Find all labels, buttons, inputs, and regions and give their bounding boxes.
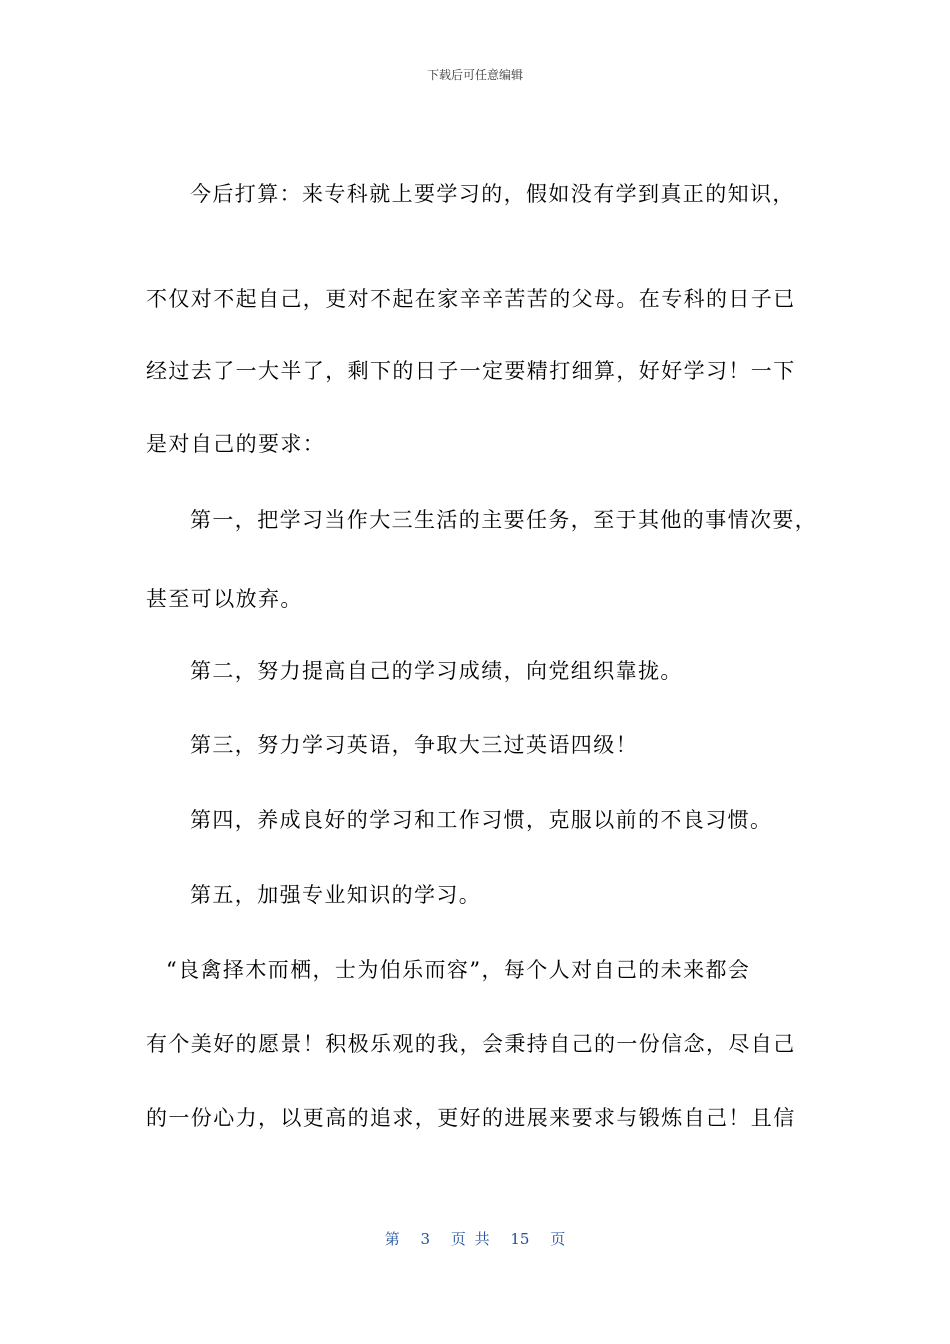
footer-label-prefix: 第 — [384, 1230, 400, 1248]
paragraph-line: 第五，加强专业知识的学习。 — [190, 883, 482, 907]
paragraph-line: 今后打算：来专科就上要学习的，假如没有学到真正的知识， — [190, 182, 795, 206]
paragraph-line: 第一，把学习当作大三生活的主要任务，至于其他的事情次要， — [190, 508, 818, 532]
paragraph-line: 经过去了一大半了，剩下的日子一定要精打细算，好好学习！一下 — [146, 359, 796, 383]
paragraph-line: 第四，养成良好的学习和工作习惯，克服以前的不良习惯。 — [190, 808, 773, 832]
paragraph-line: 的一份心力，以更高的追求，更好的进展来要求与锻炼自己！且信 — [146, 1106, 796, 1130]
paragraph-line: 甚至可以放弃。 — [146, 587, 303, 611]
paragraph-line: “良禽择木而栖，士为伯乐而容”，每个人对自己的未来都会 — [166, 958, 751, 982]
paragraph-line: 是对自己的要求： — [146, 432, 326, 456]
paragraph-line: 第二，努力提高自己的学习成绩，向党组织靠拢。 — [190, 659, 683, 683]
page-header: 下载后可任意编辑 — [426, 68, 523, 82]
paragraph-line: 不仅对不起自己，更对不起在家辛辛苦苦的父母。在专科的日子已 — [146, 287, 796, 311]
footer-label-middle: 页 共 — [450, 1230, 490, 1248]
total-pages-number: 15 — [510, 1230, 530, 1248]
page-footer — [0, 1228, 950, 1249]
footer-label-suffix: 页 — [550, 1230, 566, 1248]
paragraph-line: 第三，努力学习英语，争取大三过英语四级！ — [190, 733, 638, 757]
paragraph-line: 有个美好的愿景！积极乐观的我，会秉持自己的一份信念，尽自己 — [146, 1032, 796, 1056]
current-page-number: 3 — [420, 1230, 431, 1248]
